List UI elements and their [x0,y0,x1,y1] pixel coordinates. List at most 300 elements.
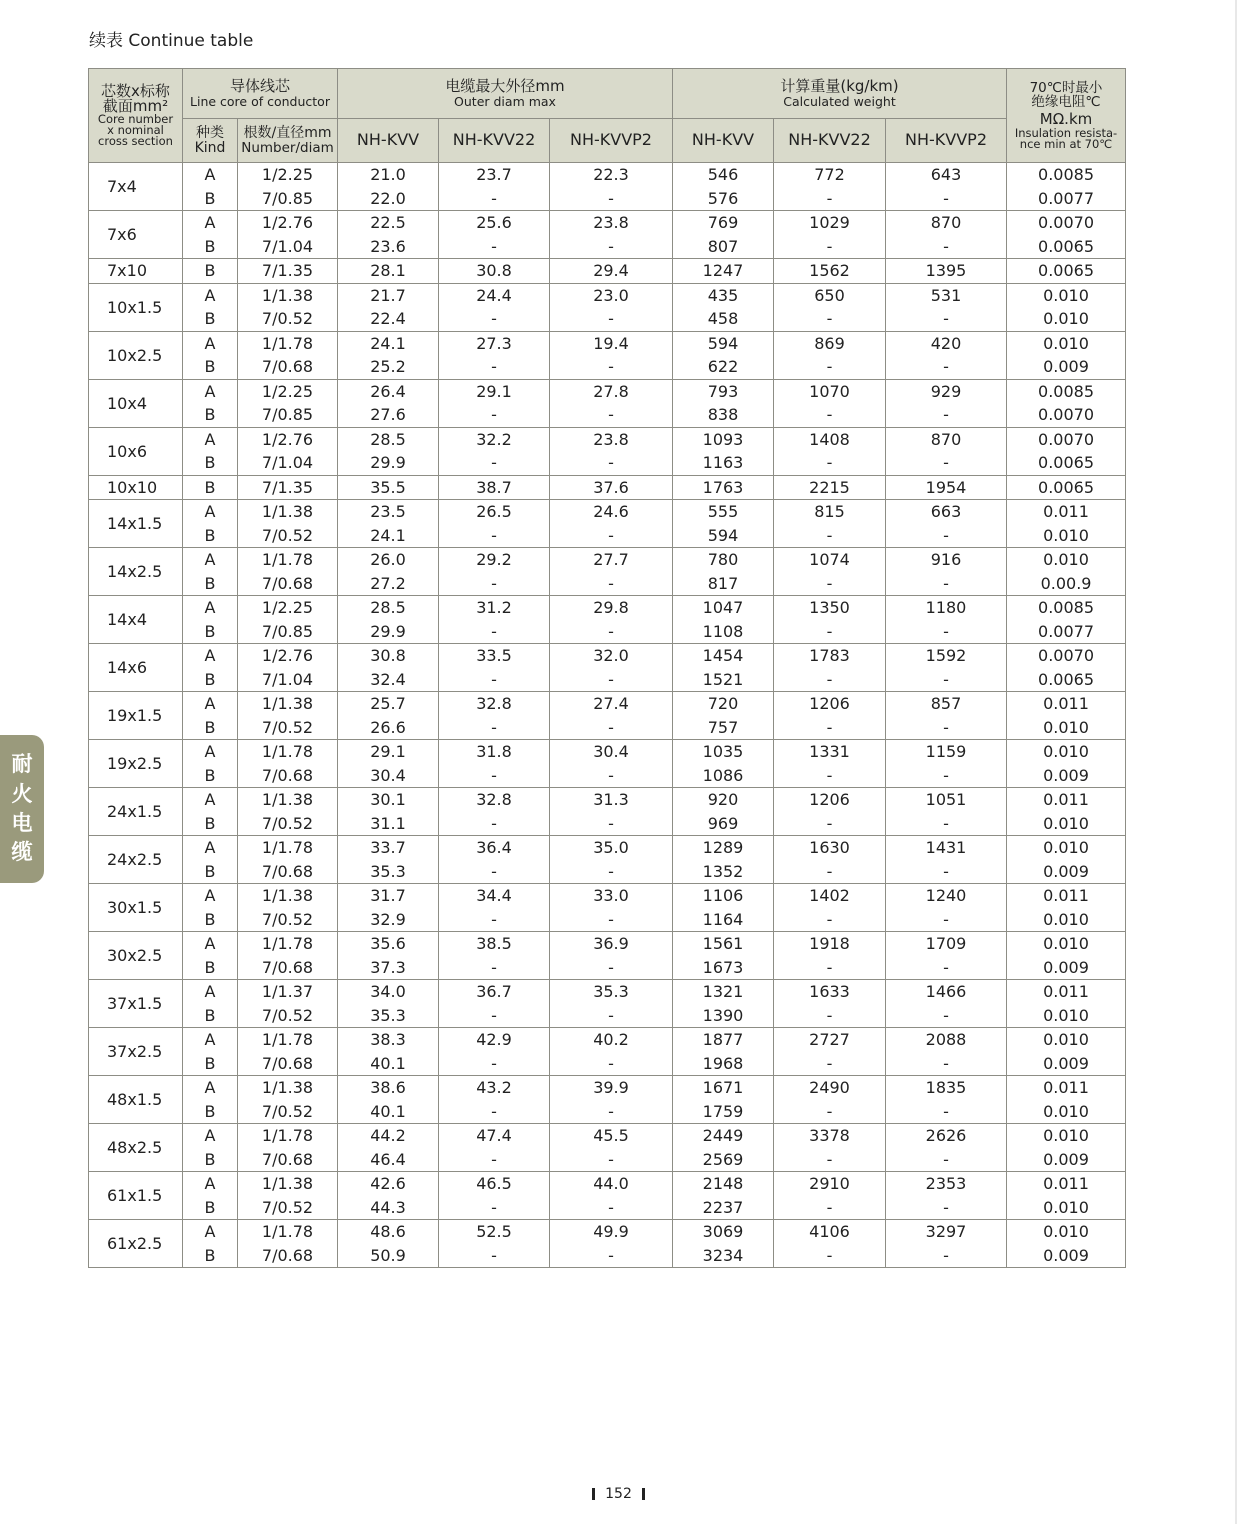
table-cell: 29.1 [338,740,439,764]
table-cell: 757 [673,716,774,740]
table-cell: 7/0.68 [238,1148,338,1172]
table-cell: 663 [886,500,1007,524]
table-cell: 2088 [886,1028,1007,1052]
table-cell: - [886,860,1007,884]
table-cell: 24.1 [338,524,439,548]
table-cell: 0.010 [1007,932,1126,956]
table-cell: 35.5 [338,475,439,500]
table-cell: B [183,1148,238,1172]
table-cell: 26.4 [338,379,439,403]
table-cell: 1/2.76 [238,644,338,668]
table-cell: 1047 [673,596,774,620]
page-heading: 续表 Continue table [89,31,254,51]
side-section-tab [0,735,44,883]
table-cell: 817 [673,572,774,596]
table-cell: - [886,620,1007,644]
table-cell: 531 [886,283,1007,307]
table-body [89,163,1126,1268]
table-cell: - [550,187,673,211]
table-row [89,572,1126,596]
table-cell: 7/0.52 [238,1196,338,1220]
table-cell: - [439,860,550,884]
table-cell: 29.9 [338,451,439,475]
table-cell: 3069 [673,1220,774,1244]
table-cell: 2626 [886,1124,1007,1148]
table-cell: 622 [673,355,774,379]
table-cell: - [550,668,673,692]
table-cell: - [439,403,550,427]
table-cell: 0.010 [1007,1028,1126,1052]
table-row [89,403,1126,427]
table-cell: - [550,860,673,884]
table-cell: 838 [673,403,774,427]
table-cell: A [183,1124,238,1148]
table-cell: 26.6 [338,716,439,740]
table-row [89,644,1126,668]
table-cell: - [550,1148,673,1172]
table-cell: - [774,716,886,740]
table-row [89,884,1126,908]
table-row [89,1100,1126,1124]
table-cell: 33.7 [338,836,439,860]
table-cell: - [774,668,886,692]
table-cell: 1/1.38 [238,692,338,716]
table-cell: 40.2 [550,1028,673,1052]
table-cell: 24.1 [338,331,439,355]
table-cell: - [550,307,673,331]
table-cell: - [886,451,1007,475]
table-cell: 34.4 [439,884,550,908]
table-cell: 0.0065 [1007,259,1126,284]
table-cell: 32.2 [439,427,550,451]
table-cell: 1289 [673,836,774,860]
table-cell: 37.6 [550,475,673,500]
table-cell: A [183,692,238,716]
table-cell: - [886,1148,1007,1172]
table-row [89,331,1126,355]
table-cell: 0.0085 [1007,379,1126,403]
table-cell: 24.6 [550,500,673,524]
table-cell: 25.6 [439,211,550,235]
spec-cell: 10x10 [89,475,183,500]
table-cell: 32.4 [338,668,439,692]
side-tab-char: 缆 [11,840,33,865]
table-row [89,211,1126,235]
table-cell: 0.010 [1007,1124,1126,1148]
table-cell: 35.3 [338,860,439,884]
table-cell: 720 [673,692,774,716]
table-cell: 1408 [774,427,886,451]
table-cell: 42.6 [338,1172,439,1196]
table-cell: - [550,716,673,740]
table-cell: - [550,235,673,259]
table-cell: A [183,932,238,956]
table-cell: 2490 [774,1076,886,1100]
table-cell: 44.2 [338,1124,439,1148]
table-cell: 29.2 [439,548,550,572]
table-cell: - [439,1100,550,1124]
header-model-weight-kvv: NH-KVV [673,119,774,163]
table-cell: 27.8 [550,379,673,403]
table-cell: - [886,403,1007,427]
table-cell: 929 [886,379,1007,403]
table-cell: 31.7 [338,884,439,908]
table-cell: 2910 [774,1172,886,1196]
table-cell: 7/0.68 [238,1052,338,1076]
table-cell: B [183,451,238,475]
table-cell: - [439,908,550,932]
header-model-weight-kvvp2: NH-KVVP2 [886,119,1007,163]
table-cell: 2727 [774,1028,886,1052]
table-cell: 1592 [886,644,1007,668]
table-cell: 22.4 [338,307,439,331]
table-cell: A [183,740,238,764]
table-cell: - [439,812,550,836]
table-row [89,980,1126,1004]
table-cell: 0.011 [1007,980,1126,1004]
table-cell: - [439,620,550,644]
table-cell: 32.9 [338,908,439,932]
table-cell: 1/2.25 [238,163,338,187]
table-cell: 916 [886,548,1007,572]
table-row [89,475,1126,500]
table-cell: 1454 [673,644,774,668]
spec-cell: 10x1.5 [89,283,183,331]
table-cell: 34.0 [338,980,439,1004]
footer-bar [592,1488,595,1500]
table-cell: - [439,307,550,331]
table-cell: - [774,235,886,259]
table-cell: 0.011 [1007,692,1126,716]
cable-spec-table [88,68,1126,1268]
table-cell: - [439,1244,550,1268]
table-cell: 1918 [774,932,886,956]
table-cell: B [183,956,238,980]
table-cell: 7/1.04 [238,451,338,475]
table-cell: - [774,620,886,644]
table-cell: 1163 [673,451,774,475]
table-cell: 1402 [774,884,886,908]
table-cell: 7/0.52 [238,524,338,548]
table-cell: - [550,1052,673,1076]
table-row [89,1076,1126,1100]
table-cell: 1106 [673,884,774,908]
table-cell: 1/2.76 [238,427,338,451]
table-cell: 7/0.52 [238,716,338,740]
table-cell: 46.4 [338,1148,439,1172]
table-cell: A [183,163,238,187]
spec-cell: 7x4 [89,163,183,211]
table-cell: - [439,572,550,596]
table-cell: - [439,451,550,475]
table-cell: 1164 [673,908,774,932]
table-cell: - [439,668,550,692]
table-cell: - [886,764,1007,788]
table-cell: 0.010 [1007,524,1126,548]
table-cell: A [183,548,238,572]
table-cell: 0.0077 [1007,187,1126,211]
table-cell: 32.8 [439,692,550,716]
table-cell: 769 [673,211,774,235]
table-cell: A [183,379,238,403]
spec-cell: 14x2.5 [89,548,183,596]
table-row [89,1196,1126,1220]
footer-bar [642,1488,645,1500]
table-cell: - [439,1004,550,1028]
table-cell: 31.8 [439,740,550,764]
table-cell: 1431 [886,836,1007,860]
spec-cell: 48x1.5 [89,1076,183,1124]
table-cell: 19.4 [550,331,673,355]
table-cell: 2148 [673,1172,774,1196]
table-cell: B [183,475,238,500]
table-cell: 0.00.9 [1007,572,1126,596]
table-cell: 594 [673,524,774,548]
table-cell: 3234 [673,1244,774,1268]
table-cell: 21.0 [338,163,439,187]
header-model-diam-kvvp2: NH-KVVP2 [550,119,673,163]
table-cell: - [886,1196,1007,1220]
table-cell: 0.011 [1007,500,1126,524]
table-cell: - [439,235,550,259]
table-row [89,1220,1126,1244]
table-cell: 23.6 [338,235,439,259]
table-cell: 1/1.78 [238,1124,338,1148]
table-cell: 1350 [774,596,886,620]
header-number-diam: 根数/直径mm Number/diam [238,119,338,163]
table-cell: A [183,884,238,908]
table-cell: A [183,596,238,620]
table-row [89,668,1126,692]
table-cell: 780 [673,548,774,572]
table-cell: - [550,403,673,427]
table-cell: 0.011 [1007,1172,1126,1196]
table-cell: 31.1 [338,812,439,836]
table-cell: 1630 [774,836,886,860]
table-cell: 7/0.68 [238,572,338,596]
table-cell: 0.0070 [1007,403,1126,427]
table-cell: B [183,1052,238,1076]
table-cell: A [183,331,238,355]
header-model-diam-kvv: NH-KVV [338,119,439,163]
header-outer-diam: 电缆最大外径mm Outer diam max [338,69,673,119]
table-cell: 1/1.78 [238,836,338,860]
table-cell: 1521 [673,668,774,692]
table-cell: 1671 [673,1076,774,1100]
table-row [89,500,1126,524]
table-cell: A [183,1076,238,1100]
table-cell: B [183,860,238,884]
table-cell: 1877 [673,1028,774,1052]
table-cell: - [439,187,550,211]
table-cell: 0.009 [1007,860,1126,884]
table-cell: 435 [673,283,774,307]
table-cell: - [774,1100,886,1124]
side-tab-char: 电 [11,811,33,835]
table-cell: - [886,716,1007,740]
table-cell: 1709 [886,932,1007,956]
table-cell: 1206 [774,692,886,716]
table-cell: 38.3 [338,1028,439,1052]
table-cell: 28.1 [338,259,439,284]
table-row [89,427,1126,451]
table-cell: 28.5 [338,427,439,451]
table-cell: B [183,812,238,836]
table-cell: 0.010 [1007,908,1126,932]
table-cell: 7/0.85 [238,403,338,427]
table-cell: 1086 [673,764,774,788]
table-cell: 7/1.04 [238,668,338,692]
table-cell: 1763 [673,475,774,500]
table-cell: A [183,427,238,451]
table-cell: 30.8 [439,259,550,284]
table-cell: 1390 [673,1004,774,1028]
table-cell: 36.7 [439,980,550,1004]
table-cell: 1074 [774,548,886,572]
table-cell: B [183,524,238,548]
table-cell: - [439,1196,550,1220]
table-cell: - [774,355,886,379]
table-cell: - [886,956,1007,980]
table-cell: 920 [673,788,774,812]
table-cell: 7/0.85 [238,620,338,644]
table-cell: 1466 [886,980,1007,1004]
table-cell: 1331 [774,740,886,764]
table-cell: - [550,1004,673,1028]
table-cell: 30.1 [338,788,439,812]
table-row [89,1124,1126,1148]
table-cell: 870 [886,211,1007,235]
table-cell: B [183,620,238,644]
table-cell: 32.8 [439,788,550,812]
table-cell: 44.3 [338,1196,439,1220]
table-cell: 31.2 [439,596,550,620]
table-cell: 7/0.85 [238,187,338,211]
table-cell: 29.9 [338,620,439,644]
table-cell: 0.0077 [1007,620,1126,644]
table-cell: 7/1.35 [238,475,338,500]
spec-cell: 14x1.5 [89,500,183,548]
table-cell: 546 [673,163,774,187]
table-cell: 1035 [673,740,774,764]
table-cell: - [774,403,886,427]
spec-cell: 19x2.5 [89,740,183,788]
table-cell: A [183,788,238,812]
table-cell: 7/0.68 [238,956,338,980]
table-cell: 38.5 [439,932,550,956]
table-row [89,355,1126,379]
table-cell: 1/1.78 [238,1220,338,1244]
table-cell: - [886,1004,1007,1028]
table-cell: 1/1.78 [238,1028,338,1052]
table-cell: 1/2.25 [238,596,338,620]
spec-cell: 10x4 [89,379,183,427]
table-cell: 45.5 [550,1124,673,1148]
table-cell: - [774,908,886,932]
table-cell: A [183,1172,238,1196]
table-cell: 969 [673,812,774,836]
table-cell: 0.0065 [1007,451,1126,475]
table-cell: 3297 [886,1220,1007,1244]
table-cell: B [183,764,238,788]
table-row [89,524,1126,548]
table-cell: 0.010 [1007,1100,1126,1124]
table-cell: 32.0 [550,644,673,668]
table-row [89,764,1126,788]
table-cell: 857 [886,692,1007,716]
table-cell: 2215 [774,475,886,500]
table-row [89,956,1126,980]
table-cell: 1/1.38 [238,788,338,812]
header-spec: 芯数x标称 截面mm² Core number x nominal cross section [89,69,183,163]
table-cell: 23.0 [550,283,673,307]
table-cell: A [183,1220,238,1244]
table-row [89,1004,1126,1028]
table-cell: B [183,307,238,331]
table-cell: 772 [774,163,886,187]
table-cell: 1108 [673,620,774,644]
table-cell: - [439,524,550,548]
side-tab-char: 火 [11,781,33,806]
table-cell: 1561 [673,932,774,956]
table-cell: 7/0.68 [238,1244,338,1268]
table-cell: B [183,1100,238,1124]
table-cell: 35.3 [550,980,673,1004]
table-cell: 2353 [886,1172,1007,1196]
table-cell: 0.0065 [1007,475,1126,500]
spec-cell: 14x4 [89,596,183,644]
table-cell: 0.009 [1007,1052,1126,1076]
table-cell: 0.009 [1007,1148,1126,1172]
table-cell: 0.009 [1007,956,1126,980]
table-row [89,307,1126,331]
table-cell: 38.6 [338,1076,439,1100]
table-cell: 35.0 [550,836,673,860]
table-cell: B [183,259,238,284]
table-cell: 40.1 [338,1052,439,1076]
table-cell: 7/1.35 [238,259,338,284]
table-cell: - [886,235,1007,259]
table-cell: - [439,956,550,980]
table-cell: 44.0 [550,1172,673,1196]
table-cell: 22.0 [338,187,439,211]
table-cell: 31.3 [550,788,673,812]
table-cell: - [774,451,886,475]
table-cell: 7/0.52 [238,908,338,932]
table-row [89,836,1126,860]
table-cell: 40.1 [338,1100,439,1124]
table-cell: B [183,716,238,740]
table-row [89,283,1126,307]
table-cell: 0.011 [1007,788,1126,812]
table-cell: 643 [886,163,1007,187]
table-cell: A [183,211,238,235]
table-cell: 870 [886,427,1007,451]
table-cell: - [550,908,673,932]
table-cell: 27.6 [338,403,439,427]
table-cell: - [886,812,1007,836]
table-row [89,1028,1126,1052]
table-row [89,1148,1126,1172]
table-cell: B [183,1244,238,1268]
spec-cell: 61x1.5 [89,1172,183,1220]
table-row [89,860,1126,884]
table-cell: 1180 [886,596,1007,620]
table-cell: 37.3 [338,956,439,980]
table-cell: 1/1.37 [238,980,338,1004]
table-cell: - [550,572,673,596]
table-cell: 0.0085 [1007,163,1126,187]
